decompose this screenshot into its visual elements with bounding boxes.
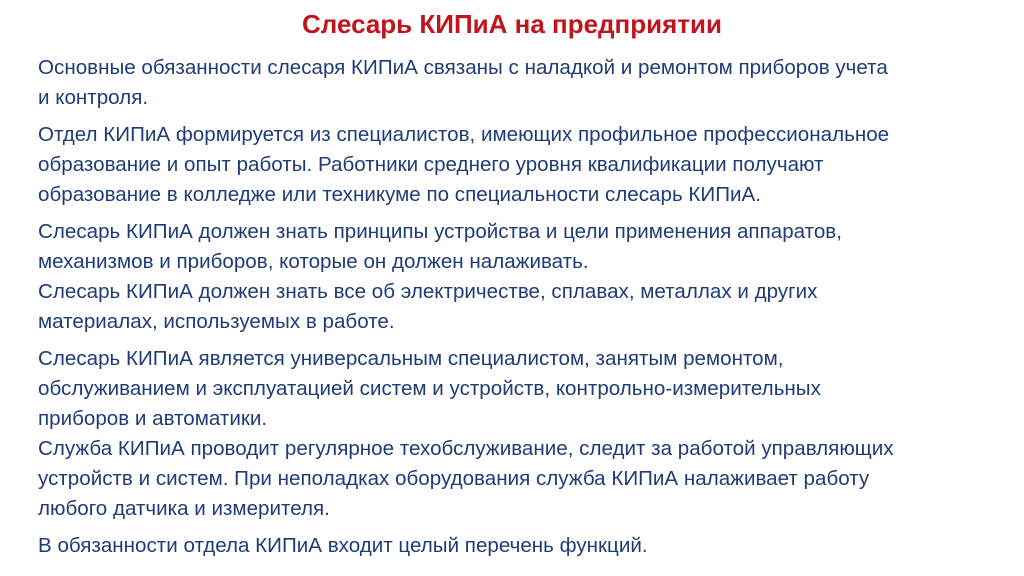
paragraph-universal-specialist: Слесарь КИПиА является универсальным специалистом, занятым ремонтом, обслуживанием и эксплуатацией систем и устройств, контрольно-измерительных приборов и автоматики. Служба КИПиА проводит регулярное техобслуживание, следит за работой управляющих устройств и систем. При неполадках оборудования служба КИПиА налаживает работу любого датчика и измерителя. bbox=[38, 347, 894, 520]
paragraph-required-knowledge: Слесарь КИПиА должен знать принципы устройства и цели применения аппаратов, механизмов и приборов, которые он должен налаживать. Слесарь КИПиА должен знать все об электричестве, сплавах, металлах и других материалах, используемых в работе. bbox=[38, 220, 842, 333]
paragraph-functions-list: В обязанности отдела КИПиА входит целый перечень функций. bbox=[38, 534, 648, 557]
paragraph-duties-intro: Основные обязанности слесаря КИПиА связаны с наладкой и ремонтом приборов учета и контроля. bbox=[38, 56, 888, 109]
paragraph-department-staffing: Отдел КИПиА формируется из специалистов, имеющих профильное профессиональное образование и опыт работы. Работники среднего уровня квалификации получают образование в колледже или техникуме по специальности слесарь КИПиА. bbox=[38, 123, 890, 206]
paragraph-gap bbox=[38, 337, 1018, 344]
paragraph-gap bbox=[38, 524, 1018, 531]
paragraph-gap bbox=[38, 210, 1018, 217]
paragraph-gap bbox=[38, 113, 1018, 120]
slide-body bbox=[38, 53, 1018, 561]
slide-title: Слесарь КИПиА на предприятии bbox=[302, 9, 722, 39]
